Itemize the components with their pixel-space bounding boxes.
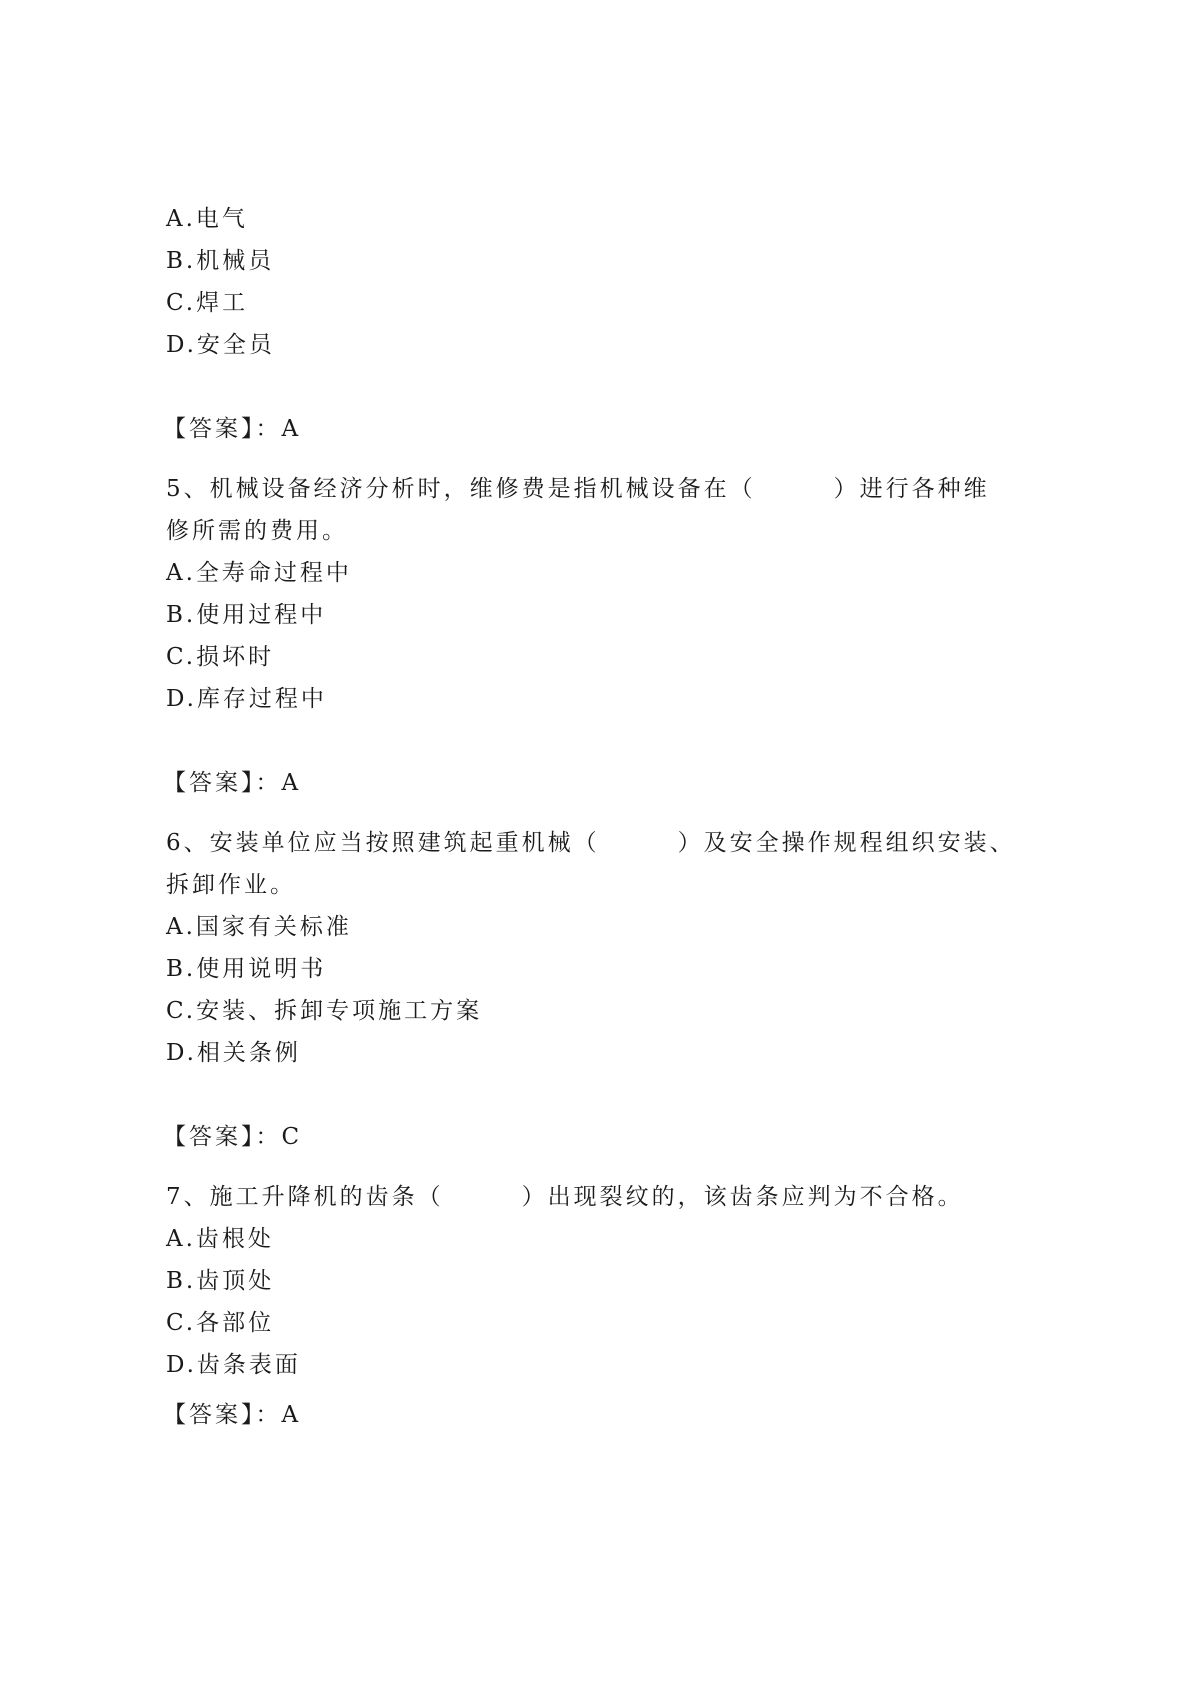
q7-stem-line1: 7、施工升降机的齿条（ ）出现裂纹的，该齿条应判为不合格。: [166, 1184, 964, 1210]
q4-option-b: B.机械员: [166, 248, 275, 274]
q6-stem-line2: 拆卸作业。: [166, 872, 296, 898]
q4-option-a: A.电气: [166, 206, 248, 232]
q7-option-a: A.齿根处: [166, 1226, 274, 1252]
q6-option-b: B.使用说明书: [166, 956, 327, 982]
q6-stem-line1: 6、安装单位应当按照建筑起重机械（ ）及安全操作规程组织安装、: [166, 830, 1016, 856]
q6-option-d: D.相关条例: [166, 1040, 301, 1066]
q5-stem-line2: 修所需的费用。: [166, 518, 348, 544]
q6-option-c: C.安装、拆卸专项施工方案: [166, 998, 483, 1024]
q5-option-c: C.损坏时: [166, 644, 275, 670]
q6-answer: 【答案】：C: [163, 1124, 303, 1150]
q5-option-b: B.使用过程中: [166, 602, 327, 628]
q7-option-b: B.齿顶处: [166, 1268, 275, 1294]
q7-option-d: D.齿条表面: [166, 1352, 301, 1378]
q4-option-d: D.安全员: [166, 332, 275, 358]
q5-answer: 【答案】：A: [163, 770, 302, 796]
q4-option-c: C.焊工: [166, 290, 249, 316]
q5-stem-line1: 5、机械设备经济分析时，维修费是指机械设备在（ ）进行各种维: [166, 476, 990, 502]
q5-option-d: D.库存过程中: [166, 686, 327, 712]
q4-answer: 【答案】：A: [163, 416, 302, 442]
q7-option-c: C.各部位: [166, 1310, 275, 1336]
q7-answer: 【答案】：A: [163, 1402, 302, 1428]
q5-option-a: A.全寿命过程中: [166, 560, 352, 586]
q6-option-a: A.国家有关标准: [166, 914, 352, 940]
